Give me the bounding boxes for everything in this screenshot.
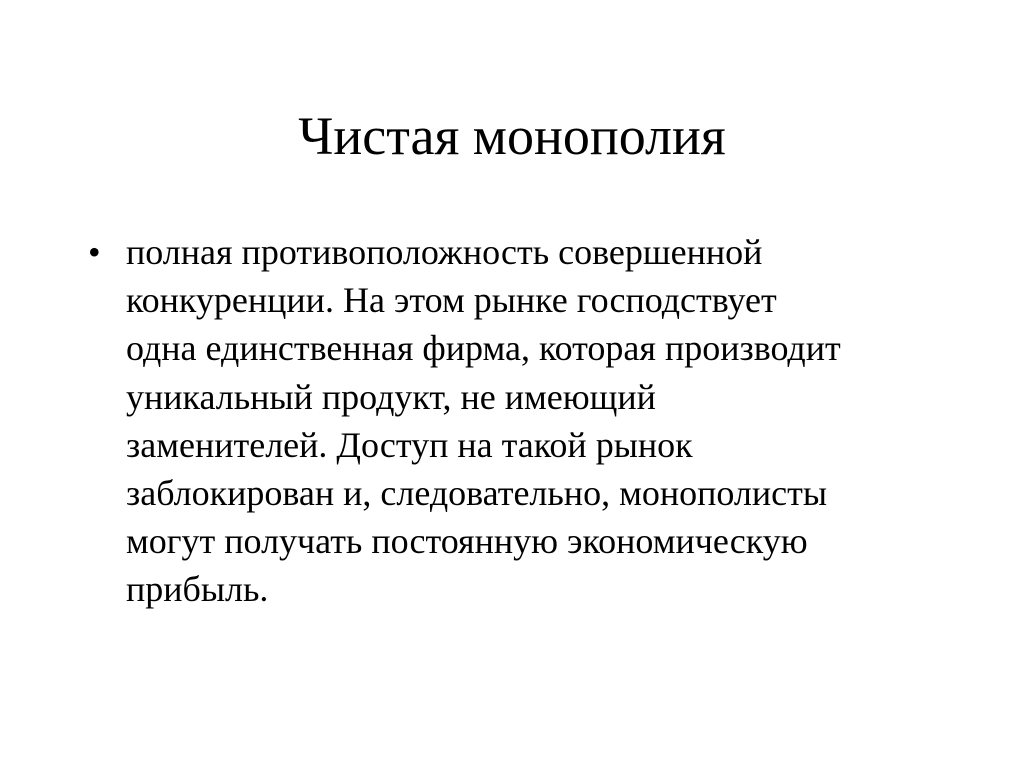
bullet-text-line: одна единственная фирма, которая производит bbox=[126, 328, 841, 369]
bullet-text-line: заблокирован и, следовательно, монополисты bbox=[126, 473, 828, 514]
bullet-text-line: полная противоположность совершенной bbox=[126, 232, 763, 272]
slide-title: Чистая монополия bbox=[298, 106, 726, 166]
bullet-icon: • bbox=[88, 232, 101, 272]
bullet-item bbox=[80, 228, 940, 614]
bullet-text-line: заменителей. Доступ на такой рынок bbox=[126, 424, 693, 465]
bullet-text-line: прибыль. bbox=[126, 569, 269, 610]
bullet-text-line: могут получать постоянную экономическую bbox=[126, 521, 808, 562]
bullet-list bbox=[80, 228, 940, 614]
bullet-text bbox=[126, 228, 940, 614]
bullet-text-line: уникальный продукт, не имеющий bbox=[126, 376, 656, 417]
bullet-text-line: конкуренции. На этом рынке господствует bbox=[126, 280, 777, 321]
